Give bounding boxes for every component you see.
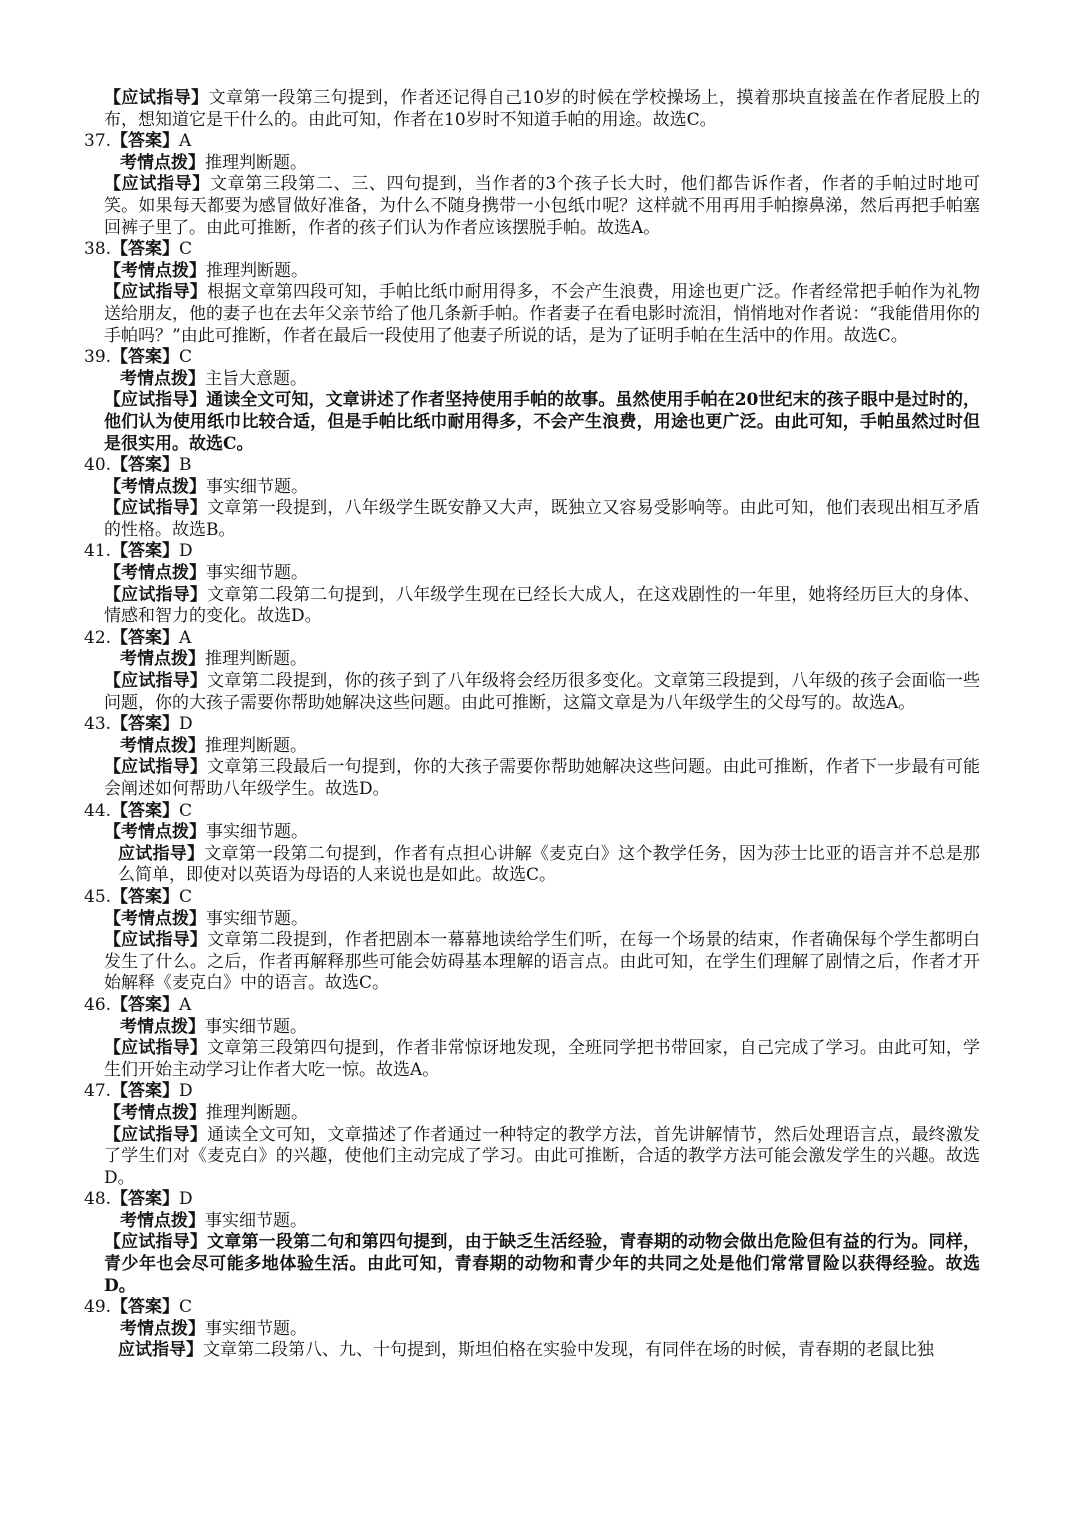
guidance-text: 文章第一段第二句和第四句提到，由于缺乏生活经验，青春期的动物会做出危险但有益的行为。同样，青少年也会尽可能多地体验生活。由此可知，青春期的动物和青少年的共同之处是他们常常冒险以获得经验。故选D。 <box>104 1232 981 1296</box>
guidance-label: 【应试指导】 <box>104 671 208 692</box>
guidance-paragraph <box>84 1125 980 1190</box>
guidance-label: 【应试指导】 <box>104 1038 208 1059</box>
answer-label: 【答案】 <box>111 800 180 821</box>
answer-label: 【答案】 <box>111 1189 180 1210</box>
question-type-line <box>84 477 980 499</box>
answer-label: 【答案】 <box>111 994 180 1015</box>
question-type: 推理判断题。 <box>205 735 307 756</box>
guidance-label: 【应试指导】 <box>104 88 209 108</box>
question-type: 主旨大意题。 <box>205 368 307 389</box>
question-number: 39. <box>84 347 112 368</box>
guidance-text: 文章第三段第四句提到，作者非常惊讶地发现，全班同学把书带回家，自己完成了学习。由此可知，学生们开始主动学习让作者大吃一惊。故选A。 <box>104 1038 981 1080</box>
question-type: 事实细节题。 <box>206 822 308 843</box>
question-type-label: 考情点拨】 <box>120 1210 205 1231</box>
answer-entry-43 <box>84 714 980 800</box>
guidance-paragraph <box>84 1038 980 1081</box>
answer-value: D <box>179 714 193 735</box>
guidance-text: 文章第二段第二句提到，八年级学生现在已经长大成人，在这戏剧性的一年里，她将经历巨大的身体、情感和智力的变化。故选D。 <box>104 584 981 627</box>
question-type-label: 【考情点拨】 <box>104 476 206 497</box>
question-type-label: 考情点拨】 <box>120 735 205 756</box>
guidance-paragraph <box>84 844 980 887</box>
guidance-text: 文章第一段第二句提到，作者有点担心讲解《麦克白》这个教学任务，因为莎士比亚的语言并不总是那么简单，即使对以英语为母语的人来说也是如此。故选C。 <box>118 843 981 886</box>
answer-value: A <box>179 994 192 1015</box>
answer-entry-42 <box>84 628 980 714</box>
question-type-line <box>84 736 980 758</box>
question-type: 事实细节题。 <box>205 1016 307 1037</box>
question-type-line <box>84 649 980 671</box>
question-type-line <box>84 1017 980 1039</box>
answer-value: C <box>179 886 193 907</box>
answer-line <box>84 131 980 153</box>
question-type-line <box>84 909 980 931</box>
question-type-label: 考情点拨】 <box>120 1016 205 1037</box>
answer-entry-45 <box>84 887 980 995</box>
question-type: 事实细节题。 <box>205 1318 307 1339</box>
question-number: 47. <box>84 1081 112 1102</box>
answer-entry-48 <box>84 1189 980 1297</box>
question-number: 46. <box>84 994 112 1015</box>
answer-value: D <box>179 1189 193 1210</box>
answer-value: C <box>179 800 193 821</box>
guidance-paragraph <box>84 1340 980 1362</box>
answer-value: C <box>179 1297 193 1318</box>
question-number: 45. <box>84 886 112 907</box>
question-type: 事实细节题。 <box>206 476 308 497</box>
answer-value: D <box>179 1081 193 1102</box>
answer-value: A <box>179 627 192 648</box>
guidance-label: 【应试指导】 <box>104 174 210 195</box>
answer-value: B <box>179 455 192 476</box>
answer-line <box>84 1081 980 1103</box>
answer-entry-39 <box>84 347 980 455</box>
question-type-line <box>84 369 980 391</box>
question-type-label: 考情点拨】 <box>120 368 205 389</box>
question-type-label: 【考情点拨】 <box>104 260 206 281</box>
guidance-label: 应试指导】 <box>118 1340 203 1361</box>
question-type: 推理判断题。 <box>205 152 307 173</box>
guidance-label: 【应试指导】 <box>104 757 208 778</box>
guidance-text: 通读全文可知，文章讲述了作者坚持使用手帕的故事。虽然使用手帕在20世纪末的孩子眼中是过时的，他们认为使用纸巾比较合适，但是手帕比纸巾耐用得多，不会产生浪费，用途也更广泛。由此可知，手帕虽然过时但是很实用。故选C。 <box>104 390 980 454</box>
question-number: 37. <box>84 131 112 152</box>
answer-label: 【答案】 <box>111 627 180 648</box>
guidance-text: 文章第二段提到，你的孩子到了八年级将会经历很多变化。文章第三段提到，八年级的孩子会面临一些问题，你的大孩子需要你帮助她解决这些问题。由此可推断，这篇文章是为八年级学生的父母写的。故选A。 <box>104 671 981 713</box>
answer-line <box>84 541 980 563</box>
guidance-label: 【应试指导】 <box>104 390 207 411</box>
guidance-paragraph <box>84 671 980 714</box>
answer-entry-46 <box>84 995 980 1081</box>
guidance-label: 应试指导】 <box>118 843 205 864</box>
question-type-line <box>84 1211 980 1233</box>
question-type: 推理判断题。 <box>205 649 307 670</box>
answer-value: A <box>179 131 192 152</box>
intro-guidance <box>84 88 980 131</box>
answer-label: 【答案】 <box>111 541 180 562</box>
question-number: 43. <box>84 714 112 735</box>
question-type: 事实细节题。 <box>206 563 308 584</box>
question-type-line <box>84 153 980 175</box>
answer-label: 【答案】 <box>111 131 180 152</box>
guidance-text: 文章第二段第八、九、十句提到，斯坦伯格在实验中发现，有同伴在场的时候，青春期的老鼠比独 <box>203 1340 934 1361</box>
guidance-label: 【应试指导】 <box>104 930 208 951</box>
question-type-line <box>84 1103 980 1125</box>
guidance-text: 文章第一段提到，八年级学生既安静又大声，既独立又容易受影响等。由此可知，他们表现出相互矛盾的性格。故选B。 <box>104 498 981 540</box>
question-type-label: 【考情点拨】 <box>104 822 206 843</box>
answer-label: 【答案】 <box>111 1297 180 1318</box>
answer-line <box>84 347 980 369</box>
question-type-line <box>84 563 980 585</box>
question-number: 41. <box>84 541 112 562</box>
answer-line <box>84 995 980 1017</box>
guidance-label: 【应试指导】 <box>104 1232 208 1253</box>
question-type: 推理判断题。 <box>206 1102 308 1123</box>
answer-entry-40 <box>84 455 980 541</box>
answer-entry-41 <box>84 541 980 627</box>
answer-value: C <box>179 347 193 368</box>
guidance-paragraph <box>84 757 980 800</box>
question-number: 44. <box>84 800 112 821</box>
guidance-text: 通读全文可知，文章描述了作者通过一种特定的教学方法，首先讲解情节，然后处理语言点，最终激发了学生们对《麦克白》的兴趣，使他们主动完成了学习。由此可推断，合适的教学方法可能会激发学生的兴趣。故选D。 <box>104 1124 981 1188</box>
question-type-label: 【考情点拨】 <box>104 908 206 929</box>
question-type-label: 考情点拨】 <box>120 152 205 173</box>
question-number: 42. <box>84 627 112 648</box>
guidance-text: 文章第一段第三句提到，作者还记得自己10岁的时候在学校操场上，摸着那块直接盖在作者屁股上的布，想知道它是干什么的。由此可知，作者在10岁时不知道手帕的用途。故选C。 <box>104 88 980 130</box>
question-type-label: 考情点拨】 <box>120 1318 205 1339</box>
answer-label: 【答案】 <box>111 1081 180 1102</box>
guidance-paragraph <box>84 390 980 455</box>
answer-value: C <box>179 239 193 260</box>
answer-entry-44 <box>84 801 980 887</box>
question-number: 38. <box>84 239 112 260</box>
answer-line <box>84 239 980 261</box>
guidance-paragraph <box>84 282 980 347</box>
guidance-label: 【应试指导】 <box>104 498 208 519</box>
guidance-label: 【应试指导】 <box>104 584 208 605</box>
guidance-text: 文章第二段提到，作者把剧本一幕幕地读给学生们听，在每一个场景的结束，作者确保每个学生都明白发生了什么。之后，作者再解释那些可能会妨碍基本理解的语言点。由此可知，在学生们理解了剧情之后，作者才开始解释《麦克白》中的语言。故选C。 <box>104 930 981 994</box>
question-number: 49. <box>84 1297 112 1318</box>
question-type-line <box>84 261 980 283</box>
answer-label: 【答案】 <box>111 886 180 907</box>
answer-entry-37 <box>84 131 980 239</box>
guidance-label: 【应试指导】 <box>104 282 208 303</box>
question-type-label: 【考情点拨】 <box>104 1102 206 1123</box>
answer-value: D <box>179 541 193 562</box>
answer-line <box>84 714 980 736</box>
answer-line <box>84 1297 980 1319</box>
guidance-text: 文章第三段最后一句提到，你的大孩子需要你帮助她解决这些问题。由此可推断，作者下一步最有可能会阐述如何帮助八年级学生。故选D。 <box>104 757 981 799</box>
question-type-label: 考情点拨】 <box>120 649 205 670</box>
answer-entry-38 <box>84 239 980 347</box>
guidance-paragraph <box>84 174 980 239</box>
answer-label: 【答案】 <box>111 239 180 260</box>
guidance-text: 根据文章第四段可知，手帕比纸巾耐用得多，不会产生浪费，用途也更广泛。作者经常把手帕作为礼物送给朋友，他的妻子也在去年父亲节给了他几条新手帕。作者妻子在看电影时流泪，悄悄地对作者说：“我能借用你的手帕吗？”由此可推断，作者在最后一段使用了他妻子所说的话，是为了证明手帕在生活中的作用。故选C。 <box>104 282 981 346</box>
answer-line <box>84 1189 980 1211</box>
answer-entry-49 <box>84 1297 980 1362</box>
guidance-paragraph <box>84 498 980 541</box>
question-type: 事实细节题。 <box>205 1210 307 1231</box>
answer-label: 【答案】 <box>111 714 180 735</box>
answer-line <box>84 801 980 823</box>
question-number: 48. <box>84 1189 112 1210</box>
answer-label: 【答案】 <box>111 347 180 368</box>
answer-line <box>84 628 980 650</box>
question-type: 事实细节题。 <box>206 908 308 929</box>
answer-entry-47 <box>84 1081 980 1189</box>
guidance-paragraph <box>84 1232 980 1297</box>
question-number: 40. <box>84 455 112 476</box>
question-type-label: 【考情点拨】 <box>104 563 206 584</box>
answer-label: 【答案】 <box>111 455 180 476</box>
question-type: 推理判断题。 <box>206 260 308 281</box>
answer-line <box>84 887 980 909</box>
question-type-line <box>84 822 980 844</box>
guidance-paragraph <box>84 930 980 995</box>
answer-line <box>84 455 980 477</box>
guidance-text: 文章第三段第二、三、四句提到，当作者的3个孩子长大时，他们都告诉作者，作者的手帕过时地可笑。如果每天都要为感冒做好准备，为什么不随身携带一小包纸巾呢？这样就不用再用手帕擦鼻涕，然后再把手帕塞回裤子里了。由此可推断，作者的孩子们认为作者应该摆脱手帕。故选A。 <box>104 174 980 238</box>
guidance-label: 【应试指导】 <box>104 1124 208 1145</box>
guidance-paragraph <box>84 585 980 628</box>
question-type-line <box>84 1319 980 1341</box>
